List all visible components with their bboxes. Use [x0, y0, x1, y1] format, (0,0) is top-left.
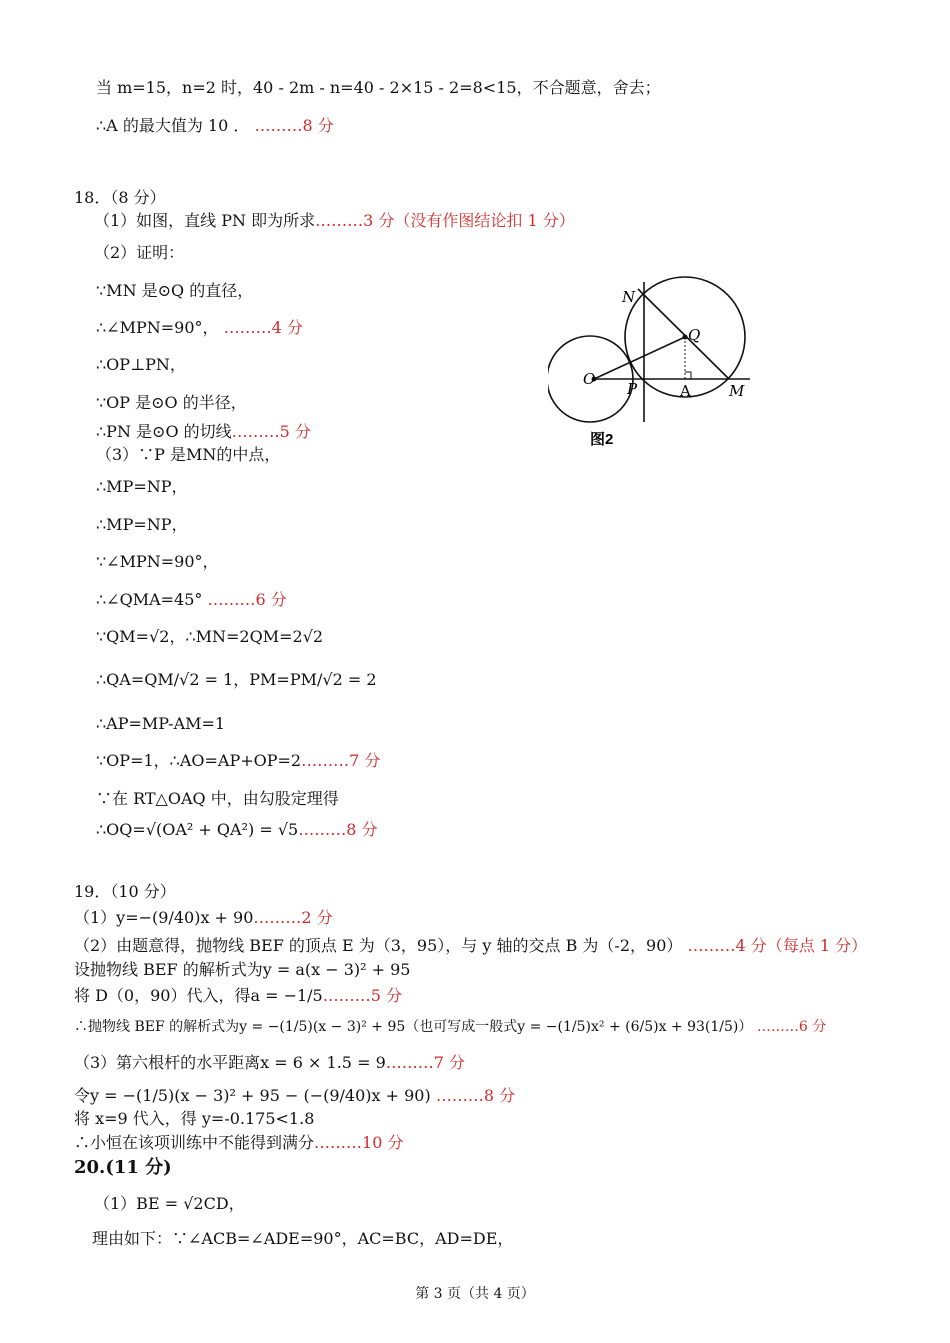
- q20-title: 20.(11 分): [74, 1157, 172, 1178]
- q19-a1-text: （1）y=−(9/40)x + 90: [74, 908, 254, 927]
- diameter-mn: [638, 289, 729, 379]
- point-q: [683, 335, 688, 340]
- q18-title: 18．（8 分）: [74, 188, 166, 207]
- label-n: N: [622, 288, 636, 306]
- label-p: P: [627, 380, 638, 398]
- q18-step5-text: ∴PN 是⊙O 的切线: [96, 422, 232, 441]
- q18-t8-score: ………7 分: [301, 751, 381, 770]
- q19-a5-score: ………6 分: [756, 1019, 827, 1035]
- q18-step4: ∵OP 是⊙O 的半径，: [96, 393, 247, 412]
- q18-t4-text: ∴∠QMA=45°: [96, 590, 203, 609]
- q19-a6-text: （3）第六根杆的水平距离x = 6 × 1.5 = 9: [74, 1053, 386, 1072]
- q17-line2: [96, 116, 334, 136]
- q18-t1: ∴MP=NP，: [96, 477, 188, 496]
- q18-t9: ∵在 RT△OAQ 中，由勾股定理得: [96, 789, 339, 808]
- q18-part1: [94, 211, 575, 231]
- q18-step5: [96, 422, 311, 442]
- q19-title: 19．（10 分）: [74, 882, 176, 901]
- q19-a7-text: 令y = −(1/5)(x − 3)² + 95 − (−(9/40)x + 90): [74, 1086, 431, 1105]
- q19-a9: [74, 1133, 403, 1153]
- q19-a4: [74, 986, 402, 1006]
- geometry-figure: [548, 272, 758, 452]
- page-footer: 第 3 页（共 4 页）: [415, 1286, 535, 1302]
- q18-t2: ∴MP=NP，: [96, 515, 188, 534]
- q18-step5-score: ………5 分: [231, 422, 311, 441]
- q18-step2: [96, 318, 303, 338]
- q18-step3: ∴OP⊥PN，: [96, 355, 186, 374]
- label-q: Q: [688, 326, 701, 344]
- q19-a2-text: （2）由题意得，抛物线 BEF 的顶点 E 为（3，95），与 y 轴的交点 B 为（-2，90）: [74, 936, 683, 955]
- q19-a2-score: ………4 分（每点 1 分）: [687, 936, 868, 955]
- right-angle-mark: [685, 372, 691, 379]
- q18-t8: [96, 751, 380, 771]
- q18-part1-score: ………3 分（没有作图结论扣 1 分）: [315, 211, 575, 230]
- q19-a6: [74, 1053, 465, 1073]
- q17-line1: 当 m=15，n=2 时，40 - 2m - n=40 - 2×15 - 2=8<15，不合题意，舍去；: [96, 78, 661, 97]
- q19-a4-score: ………5 分: [322, 986, 403, 1005]
- segment-oq: [594, 337, 685, 379]
- q17-score: ………8 分: [254, 116, 334, 135]
- q18-t3: ∵∠MPN=90°，: [96, 552, 219, 571]
- q19-a6-score: ………7 分: [385, 1053, 466, 1072]
- q18-t8-text: ∵OP=1，∴AO=AP+OP=2: [96, 751, 302, 770]
- q19-a9-score: ………10 分: [314, 1133, 404, 1152]
- q18-step1: ∵MN 是⊙Q 的直径，: [96, 281, 254, 300]
- q18-t10-score: ………8 分: [298, 820, 378, 839]
- q18-step2-score: ………4 分: [223, 318, 303, 337]
- q18-t10: [96, 820, 377, 840]
- q19-a1-score: ………2 分: [253, 908, 333, 927]
- q18-t4: [96, 590, 287, 610]
- q18-part3: （3）∵P 是MN的中点，: [96, 445, 281, 464]
- q18-t5: ∵QM=√2，∴MN=2QM=2√2: [96, 627, 324, 646]
- q19-a7: [74, 1086, 515, 1106]
- q18-t4-score: ………6 分: [207, 590, 287, 609]
- q19-a3: 设抛物线 BEF 的解析式为y = a(x − 3)² + 95: [74, 960, 411, 979]
- q19-a8: 将 x=9 代入，得 y=-0.175<1.8: [74, 1109, 315, 1128]
- q18-t7: ∴AP=MP-AM=1: [96, 714, 226, 733]
- q19-a5: [74, 1017, 826, 1037]
- q19-a5-text: ∴抛物线 BEF 的解析式为y = −(1/5)(x − 3)² + 95（也可写成一般式y = −(1/5)x² + (6/5)x + 93(1/5)）: [74, 1019, 753, 1035]
- q18-step2-text: ∴∠MPN=90°，: [96, 318, 219, 337]
- q18-part1-text: （1）如图，直线 PN 即为所求: [94, 211, 316, 230]
- q18-part2: （2）证明：: [94, 243, 185, 262]
- q19-a9-text: ∴小恒在该项训练中不能得到满分: [74, 1133, 315, 1152]
- q20-b1: （1）BE = √2CD，: [94, 1194, 245, 1213]
- q17-conclusion: ∴A 的最大值为 10 ．: [96, 116, 250, 135]
- q19-a4-text: 将 D（0，90）代入，得a = −1/5: [74, 986, 323, 1005]
- q18-t10-text: ∴OQ=√(OA² + QA²) = √5: [96, 820, 299, 839]
- label-a: A: [680, 382, 691, 400]
- label-o: O: [583, 370, 596, 388]
- label-m: M: [729, 382, 745, 400]
- q19-a1: [74, 908, 333, 928]
- q18-t6: ∴QA=QM/√2 = 1，PM=PM/√2 = 2: [96, 670, 377, 689]
- figure-caption: 图2: [590, 431, 614, 448]
- q19-a2: [74, 936, 867, 956]
- q20-b2: 理由如下：∵∠ACB=∠ADE=90°，AC=BC，AD=DE，: [92, 1229, 514, 1248]
- q19-a7-score: ………8 分: [435, 1086, 516, 1105]
